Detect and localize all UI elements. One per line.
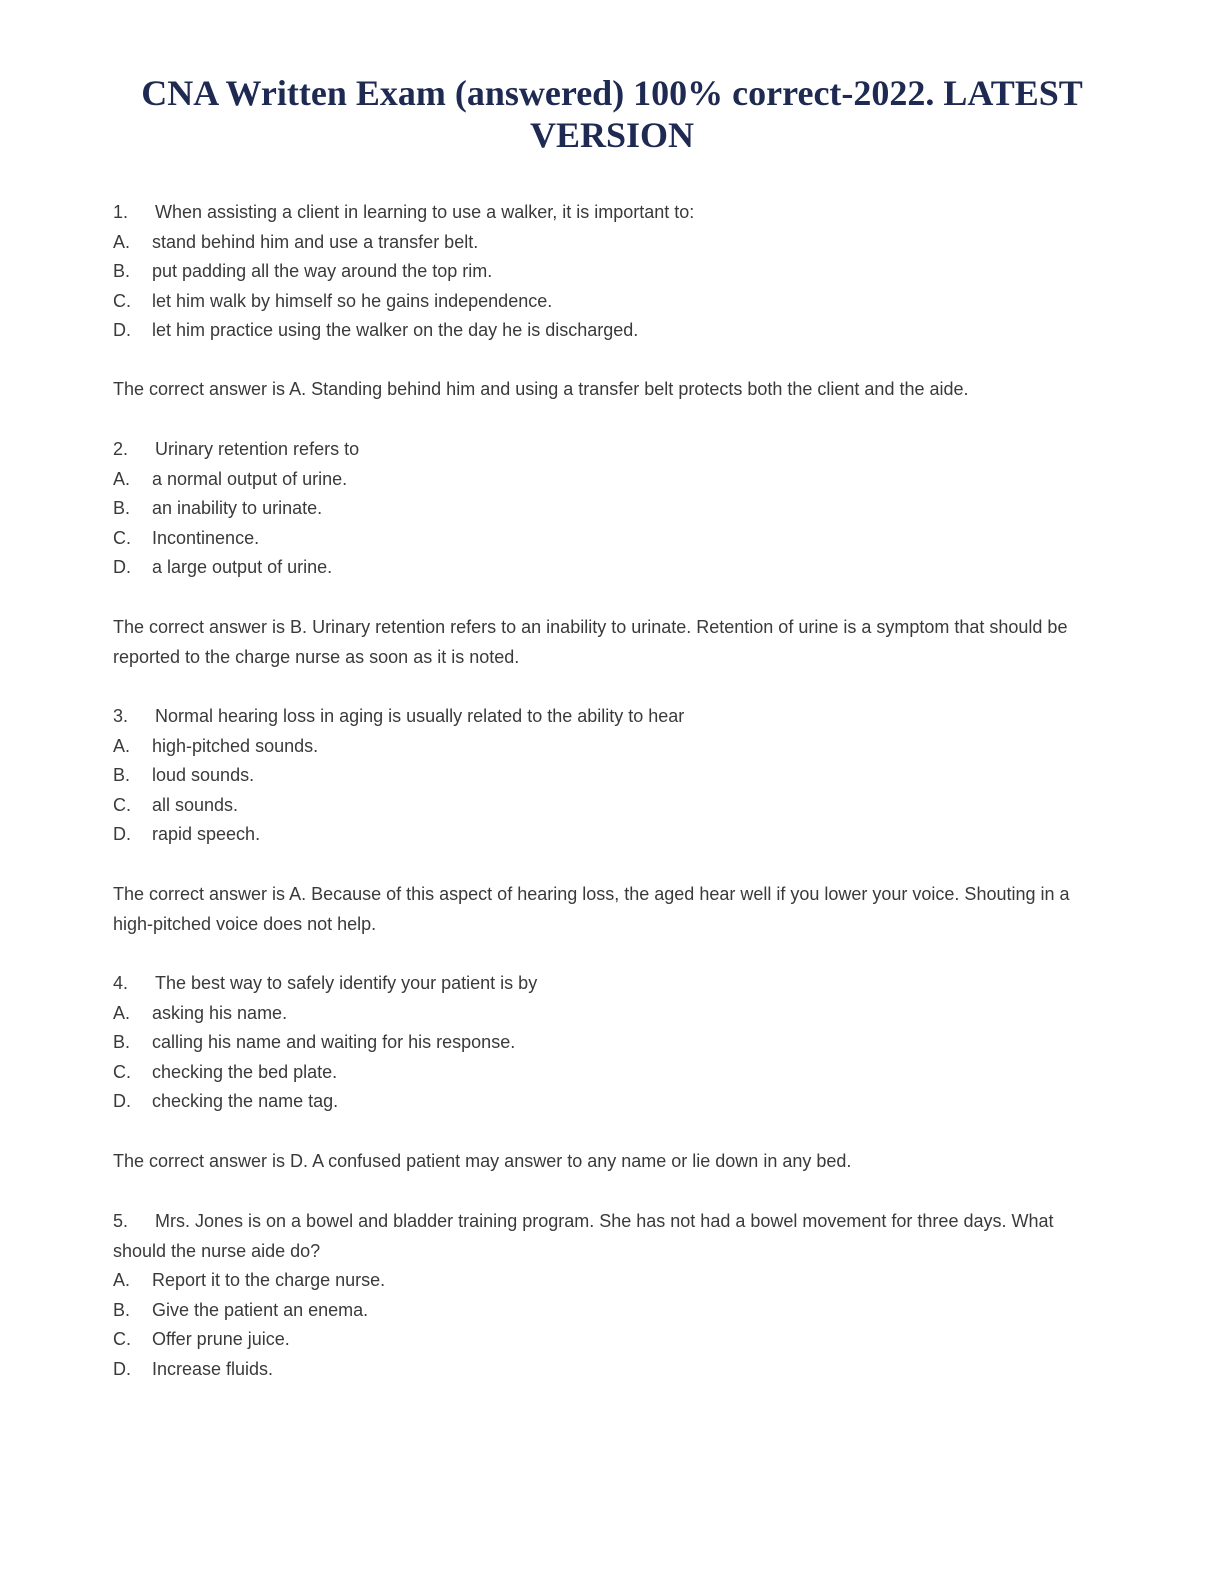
answer-explanation-2: The correct answer is B. Urinary retention refers to an inability to urinate. Retention of urine is a symptom that should be reported to the charge nurse as soon as it is noted. (113, 617, 1068, 667)
option-text: let him walk by himself so he gains independence. (152, 290, 553, 311)
question-text: When assisting a client in learning to use a walker, it is important to: (155, 202, 695, 222)
question-number: 1. (113, 202, 129, 222)
option-item (113, 1355, 1113, 1385)
option-letter: B. (113, 261, 131, 282)
option-letter: A. (113, 468, 131, 489)
option-text: Offer prune juice. (152, 1329, 290, 1350)
option-item (113, 1028, 1113, 1058)
option-letter: A. (113, 1270, 131, 1291)
option-item (113, 228, 1113, 258)
option-text: high-pitched sounds. (152, 735, 319, 756)
answer-explanation-4: The correct answer is D. A confused patient may answer to any name or lie down in any bed. (113, 1151, 852, 1171)
option-text: Report it to the charge nurse. (152, 1270, 386, 1291)
option-item (113, 820, 1113, 850)
option-letter: A. (113, 231, 131, 252)
question-1 (113, 198, 1113, 346)
option-text: stand behind him and use a transfer belt. (152, 231, 479, 252)
question-number: 2. (113, 439, 129, 459)
answer-explanation-3: The correct answer is A. Because of this aspect of hearing loss, the aged hear well if you lower your voice. Shouting in a high-pitched voice does not help. (113, 884, 1070, 934)
option-letter: D. (113, 824, 131, 845)
option-text: Increase fluids. (152, 1358, 274, 1379)
option-item (113, 553, 1113, 583)
option-letter: C. (113, 290, 131, 311)
option-letter: A. (113, 735, 131, 756)
option-letter: D. (113, 557, 131, 578)
option-letter: C. (113, 1329, 131, 1350)
question-text: Urinary retention refers to (155, 439, 360, 459)
option-letter: D. (113, 320, 131, 341)
option-item (113, 316, 1113, 346)
option-letter: D. (113, 1358, 131, 1379)
question-text: The best way to safely identify your patient is by (155, 973, 538, 993)
option-item (113, 732, 1113, 762)
option-item (113, 257, 1113, 287)
question-stem (113, 1207, 1103, 1266)
option-item (113, 287, 1113, 317)
question-number: 3. (113, 706, 129, 726)
option-letter: D. (113, 1091, 131, 1112)
option-item (113, 524, 1113, 554)
answer-explanation-1: The correct answer is A. Standing behind him and using a transfer belt protects both the client and the aide. (113, 379, 969, 399)
option-item (113, 999, 1113, 1029)
question-number: 5. (113, 1211, 129, 1231)
option-item (113, 1087, 1113, 1117)
option-text: let him practice using the walker on the day he is discharged. (152, 320, 639, 341)
option-text: checking the bed plate. (152, 1061, 338, 1082)
option-item (113, 1325, 1113, 1355)
option-item (113, 761, 1113, 791)
option-text: a normal output of urine. (152, 468, 348, 489)
option-item (113, 791, 1113, 821)
question-5 (113, 1207, 1113, 1385)
option-letter: B. (113, 1032, 131, 1053)
question-stem (113, 969, 1113, 999)
option-text: rapid speech. (152, 824, 261, 845)
option-text: all sounds. (152, 794, 239, 815)
option-text: loud sounds. (152, 765, 255, 786)
question-stem (113, 435, 1113, 465)
option-text: Incontinence. (152, 527, 260, 548)
question-2 (113, 435, 1113, 583)
option-text: calling his name and waiting for his response. (152, 1032, 516, 1053)
question-stem (113, 198, 1113, 228)
document-title: CNA Written Exam (answered) 100% correct-2022. LATEST VERSION (141, 73, 1083, 155)
option-letter: B. (113, 765, 131, 786)
option-item (113, 1296, 1113, 1326)
option-letter: B. (113, 498, 131, 519)
option-item (113, 1266, 1113, 1296)
question-3 (113, 702, 1113, 850)
option-text: checking the name tag. (152, 1091, 339, 1112)
question-stem (113, 702, 1113, 732)
option-item (113, 1058, 1113, 1088)
option-text: an inability to urinate. (152, 498, 323, 519)
option-letter: C. (113, 527, 131, 548)
option-text: Give the patient an enema. (152, 1299, 369, 1320)
option-item (113, 465, 1113, 495)
question-number: 4. (113, 973, 129, 993)
option-letter: A. (113, 1002, 131, 1023)
option-text: a large output of urine. (152, 557, 333, 578)
option-letter: C. (113, 1061, 131, 1082)
option-text: put padding all the way around the top rim. (152, 261, 493, 282)
option-text: asking his name. (152, 1002, 288, 1023)
question-text: Normal hearing loss in aging is usually related to the ability to hear (155, 706, 685, 726)
option-item (113, 494, 1113, 524)
question-text: Mrs. Jones is on a bowel and bladder training program. She has not had a bowel movement for three days. What should the nurse aide do? (113, 1211, 1054, 1261)
question-4 (113, 969, 1113, 1117)
option-letter: B. (113, 1299, 131, 1320)
option-letter: C. (113, 794, 131, 815)
